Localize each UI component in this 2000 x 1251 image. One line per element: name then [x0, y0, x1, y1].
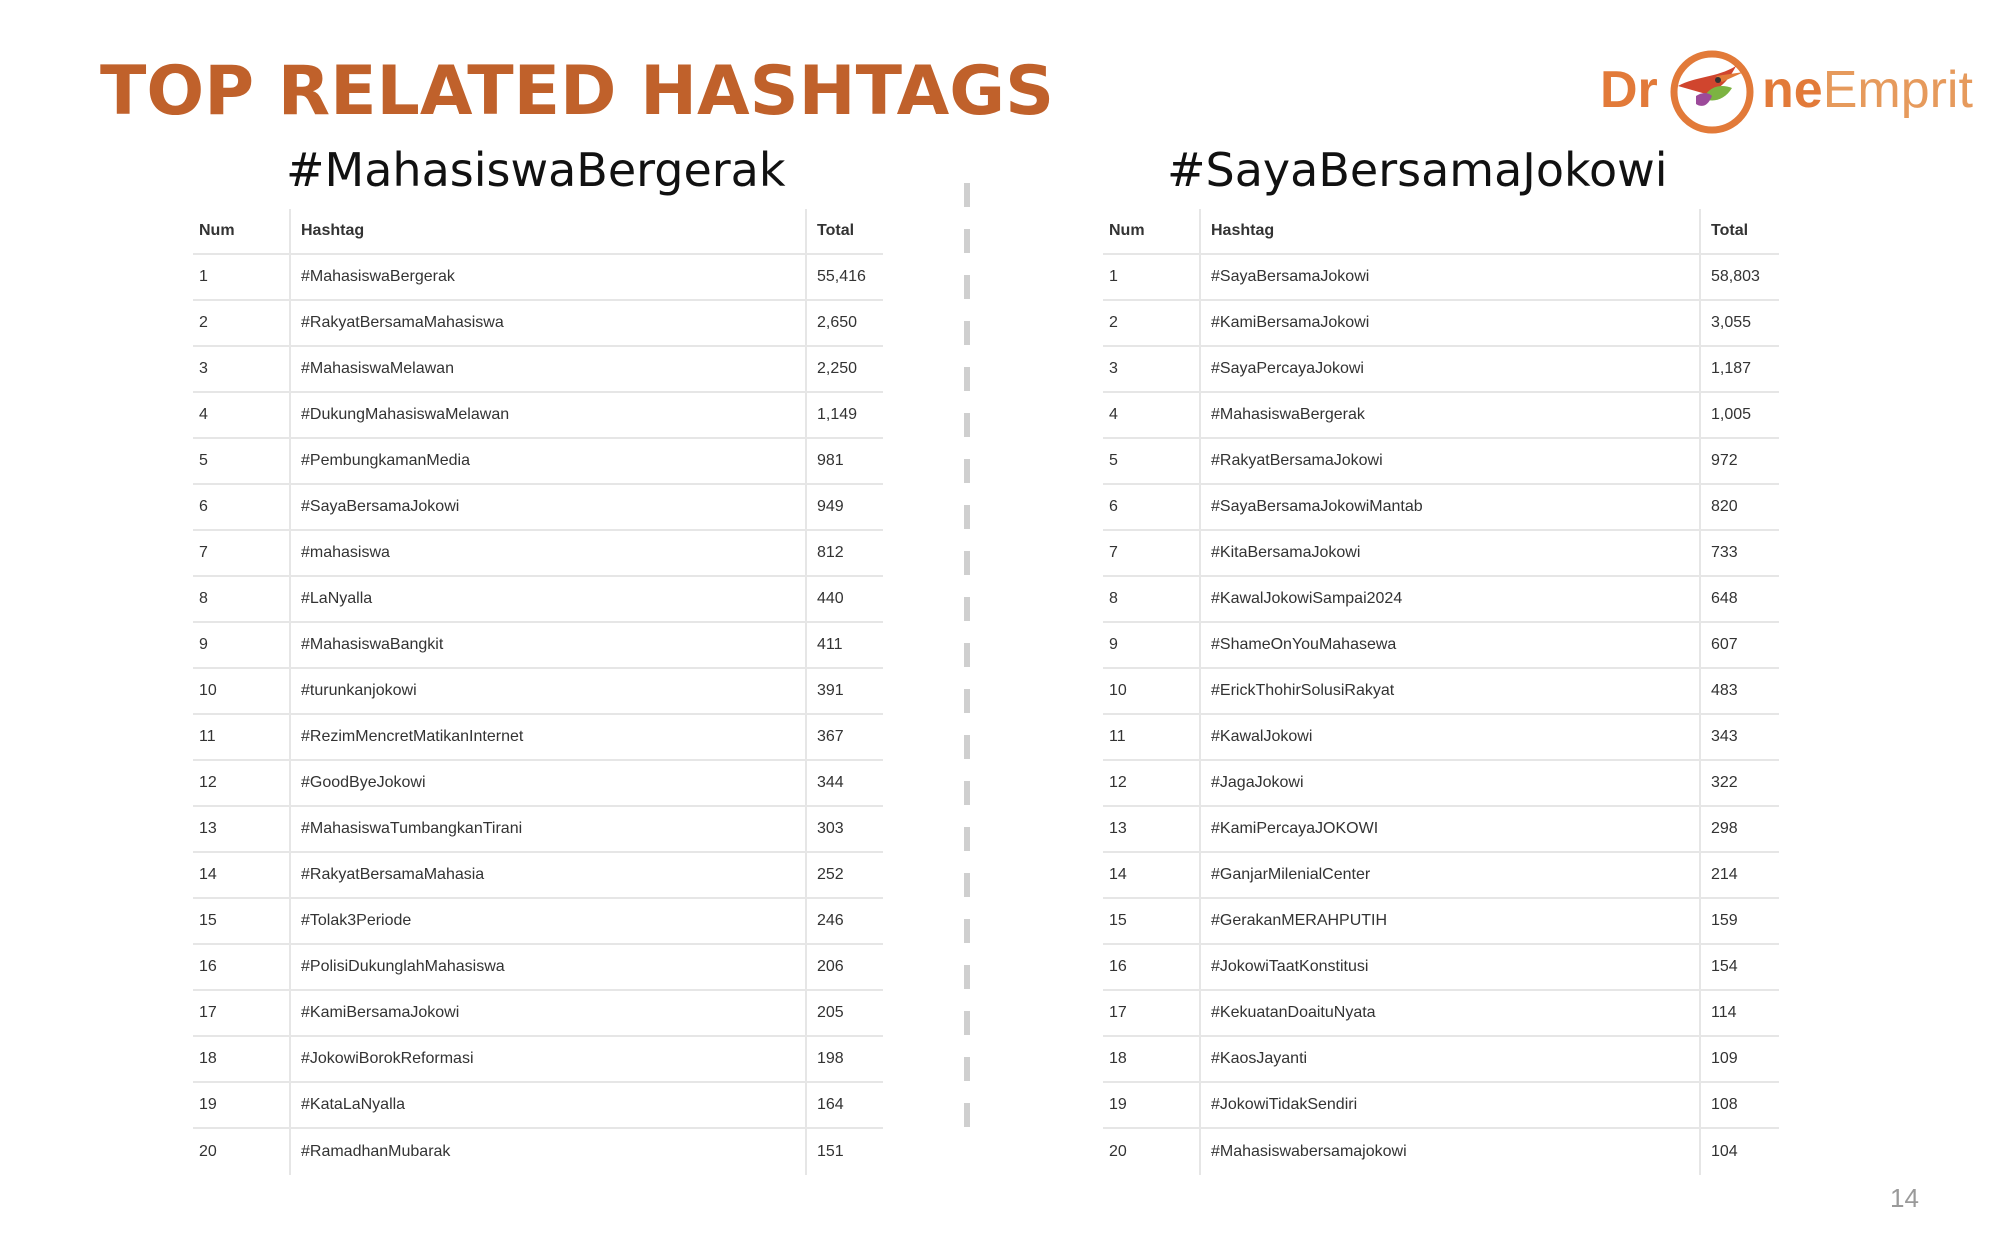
cell-hashtag: #KaosJayanti: [1199, 1037, 1699, 1081]
cell-total: 214: [1699, 853, 1779, 897]
cell-num: 5: [1109, 452, 1118, 469]
cell-num: 15: [1109, 912, 1127, 929]
table-row: [1103, 853, 1779, 899]
cell-total: 3,055: [1699, 301, 1779, 345]
left-table-heading: #MahasiswaBergerak: [286, 143, 786, 197]
page-number: 14: [1890, 1183, 1919, 1213]
cell-num: 14: [199, 866, 217, 883]
cell-total: 2,250: [805, 347, 883, 391]
cell-total: 108: [1699, 1083, 1779, 1127]
table-row: [193, 439, 883, 485]
cell-num: 9: [1109, 636, 1118, 653]
cell-hashtag: #SayaPercayaJokowi: [1199, 347, 1699, 391]
cell-num: 19: [199, 1096, 217, 1113]
cell-total: 648: [1699, 577, 1779, 621]
cell-total: 151: [805, 1129, 883, 1175]
cell-total: 303: [805, 807, 883, 851]
table-row: [1103, 1129, 1779, 1175]
cell-num: 3: [199, 360, 208, 377]
cell-num: 12: [1109, 774, 1127, 791]
cell-total: 1,005: [1699, 393, 1779, 437]
logo-text-rest: [1762, 60, 1973, 120]
table-row: [193, 899, 883, 945]
table-row: [1103, 301, 1779, 347]
logo-text-emprit: Emprit: [1822, 61, 1973, 119]
column-header-num: Num: [199, 222, 235, 239]
cell-num: 8: [1109, 590, 1118, 607]
cell-total: 206: [805, 945, 883, 989]
cell-hashtag: #DukungMahasiswaMelawan: [289, 393, 805, 437]
column-header-num: Num: [1109, 222, 1145, 239]
right-table-heading: #SayaBersamaJokowi: [1167, 143, 1668, 197]
cell-hashtag: #MahasiswaTumbangkanTirani: [289, 807, 805, 851]
table-row: [1103, 439, 1779, 485]
cell-hashtag: #Mahasiswabersamajokowi: [1199, 1129, 1699, 1175]
column-header-total: Total: [1699, 209, 1779, 253]
cell-total: 198: [805, 1037, 883, 1081]
cell-num: 10: [199, 682, 217, 699]
cell-num: 19: [1109, 1096, 1127, 1113]
cell-hashtag: #RakyatBersamaMahasia: [289, 853, 805, 897]
cell-hashtag: #JagaJokowi: [1199, 761, 1699, 805]
cell-num: 2: [1109, 314, 1118, 331]
column-header-hashtag: Hashtag: [1199, 209, 1699, 253]
cell-total: 298: [1699, 807, 1779, 851]
cell-hashtag: #KawalJokowi: [1199, 715, 1699, 759]
table-row: [1103, 991, 1779, 1037]
table-row: [193, 1129, 883, 1175]
left-hashtag-table: [193, 209, 883, 1175]
table-row: [193, 347, 883, 393]
table-row: [1103, 393, 1779, 439]
table-row: [1103, 899, 1779, 945]
cell-total: 440: [805, 577, 883, 621]
cell-num: 16: [1109, 958, 1127, 975]
table-row: [1103, 1083, 1779, 1129]
cell-hashtag: #KawalJokowiSampai2024: [1199, 577, 1699, 621]
table-row: [193, 945, 883, 991]
cell-total: 109: [1699, 1037, 1779, 1081]
cell-num: 13: [199, 820, 217, 837]
cell-hashtag: #MahasiswaBangkit: [289, 623, 805, 667]
table-row: [193, 393, 883, 439]
cell-num: 20: [199, 1143, 217, 1160]
table-row: [193, 301, 883, 347]
cell-total: 159: [1699, 899, 1779, 943]
table-row: [193, 761, 883, 807]
cell-num: 20: [1109, 1143, 1127, 1160]
cell-hashtag: #RakyatBersamaMahasiswa: [289, 301, 805, 345]
logo-text-dr: Dr: [1600, 61, 1658, 119]
cell-total: 344: [805, 761, 883, 805]
cell-total: 483: [1699, 669, 1779, 713]
cell-total: 1,149: [805, 393, 883, 437]
table-row: [1103, 807, 1779, 853]
cell-hashtag: #MahasiswaMelawan: [289, 347, 805, 391]
table-row: [1103, 1037, 1779, 1083]
cell-hashtag: #KamiPercayaJOKOWI: [1199, 807, 1699, 851]
cell-hashtag: #ErickThohirSolusiRakyat: [1199, 669, 1699, 713]
cell-total: 252: [805, 853, 883, 897]
cell-num: 11: [1109, 728, 1126, 745]
table-row: [1103, 715, 1779, 761]
cell-hashtag: #Tolak3Periode: [289, 899, 805, 943]
cell-hashtag: #RamadhanMubarak: [289, 1129, 805, 1175]
cell-hashtag: #PembungkamanMedia: [289, 439, 805, 483]
cell-total: 607: [1699, 623, 1779, 667]
table-row: [193, 1037, 883, 1083]
cell-hashtag: #JokowiBorokReformasi: [289, 1037, 805, 1081]
drone-emprit-logo: [1600, 46, 1973, 136]
cell-hashtag: #turunkanjokowi: [289, 669, 805, 713]
cell-total: 104: [1699, 1129, 1779, 1175]
table-row: [1103, 347, 1779, 393]
cell-hashtag: #RezimMencretMatikanInternet: [289, 715, 805, 759]
table-row: [193, 623, 883, 669]
cell-hashtag: #SayaBersamaJokowi: [289, 485, 805, 529]
cell-hashtag: #ShameOnYouMahasewa: [1199, 623, 1699, 667]
cell-total: 411: [805, 623, 883, 667]
cell-total: 812: [805, 531, 883, 575]
cell-total: 972: [1699, 439, 1779, 483]
cell-num: 2: [199, 314, 208, 331]
cell-hashtag: #MahasiswaBergerak: [1199, 393, 1699, 437]
cell-hashtag: #RakyatBersamaJokowi: [1199, 439, 1699, 483]
table-row: [1103, 761, 1779, 807]
cell-total: 58,803: [1699, 255, 1779, 299]
logo-text-ne: ne: [1762, 61, 1823, 119]
slide-title: TOP RELATED HASHTAGS: [100, 52, 1055, 131]
cell-total: 949: [805, 485, 883, 529]
cell-hashtag: #GerakanMERAHPUTIH: [1199, 899, 1699, 943]
cell-total: 164: [805, 1083, 883, 1127]
cell-hashtag: #SayaBersamaJokowi: [1199, 255, 1699, 299]
cell-hashtag: #KekuatanDoaituNyata: [1199, 991, 1699, 1035]
table-row: [193, 577, 883, 623]
cell-num: 13: [1109, 820, 1127, 837]
cell-total: 367: [805, 715, 883, 759]
cell-hashtag: #LaNyalla: [289, 577, 805, 621]
cell-hashtag: #SayaBersamaJokowiMantab: [1199, 485, 1699, 529]
cell-num: 4: [199, 406, 208, 423]
cell-total: 2,650: [805, 301, 883, 345]
cell-hashtag: #GoodByeJokowi: [289, 761, 805, 805]
cell-num: 17: [199, 1004, 217, 1021]
table-row: [1103, 577, 1779, 623]
cell-total: 154: [1699, 945, 1779, 989]
cell-hashtag: #MahasiswaBergerak: [289, 255, 805, 299]
cell-total: 343: [1699, 715, 1779, 759]
cell-num: 5: [199, 452, 208, 469]
table-row: [1103, 623, 1779, 669]
cell-num: 4: [1109, 406, 1118, 423]
table-row: [193, 807, 883, 853]
dashed-divider: [964, 183, 970, 1148]
cell-num: 15: [199, 912, 217, 929]
table-row: [1103, 669, 1779, 715]
cell-hashtag: #KataLaNyalla: [289, 1083, 805, 1127]
table-header-row: [1103, 209, 1779, 255]
cell-num: 17: [1109, 1004, 1127, 1021]
cell-num: 8: [199, 590, 208, 607]
cell-num: 1: [1109, 268, 1118, 285]
cell-num: 18: [1109, 1050, 1127, 1067]
cell-total: 114: [1699, 991, 1779, 1035]
table-row: [193, 485, 883, 531]
cell-total: 205: [805, 991, 883, 1035]
cell-total: 981: [805, 439, 883, 483]
cell-total: 322: [1699, 761, 1779, 805]
table-row: [193, 853, 883, 899]
cell-total: 820: [1699, 485, 1779, 529]
cell-hashtag: #KamiBersamaJokowi: [1199, 301, 1699, 345]
table-row: [1103, 945, 1779, 991]
cell-total: 1,187: [1699, 347, 1779, 391]
table-row: [193, 669, 883, 715]
cell-num: 7: [199, 544, 208, 561]
table-row: [193, 715, 883, 761]
cell-total: 246: [805, 899, 883, 943]
cell-hashtag: #GanjarMilenialCenter: [1199, 853, 1699, 897]
cell-num: 6: [199, 498, 208, 515]
cell-hashtag: #KitaBersamaJokowi: [1199, 531, 1699, 575]
table-row: [193, 1083, 883, 1129]
cell-hashtag: #KamiBersamaJokowi: [289, 991, 805, 1035]
cell-num: 14: [1109, 866, 1127, 883]
column-header-hashtag: Hashtag: [289, 209, 805, 253]
cell-num: 6: [1109, 498, 1118, 515]
cell-num: 11: [199, 728, 216, 745]
cell-num: 3: [1109, 360, 1118, 377]
cell-hashtag: #PolisiDukunglahMahasiswa: [289, 945, 805, 989]
cell-hashtag: #mahasiswa: [289, 531, 805, 575]
table-row: [1103, 485, 1779, 531]
table-row: [193, 531, 883, 577]
cell-hashtag: #JokowiTidakSendiri: [1199, 1083, 1699, 1127]
table-row: [1103, 531, 1779, 577]
table-row: [193, 991, 883, 1037]
cell-total: 391: [805, 669, 883, 713]
cell-num: 12: [199, 774, 217, 791]
table-row: [1103, 255, 1779, 301]
cell-num: 10: [1109, 682, 1127, 699]
column-header-total: Total: [805, 209, 883, 253]
cell-num: 7: [1109, 544, 1118, 561]
cell-num: 1: [199, 268, 208, 285]
cell-num: 16: [199, 958, 217, 975]
right-hashtag-table: [1103, 209, 1779, 1175]
table-row: [193, 255, 883, 301]
cell-num: 18: [199, 1050, 217, 1067]
cell-total: 55,416: [805, 255, 883, 299]
table-header-row: [193, 209, 883, 255]
cell-num: 9: [199, 636, 208, 653]
cell-hashtag: #JokowiTaatKonstitusi: [1199, 945, 1699, 989]
cell-total: 733: [1699, 531, 1779, 575]
logo-bird-icon: [1666, 46, 1758, 138]
